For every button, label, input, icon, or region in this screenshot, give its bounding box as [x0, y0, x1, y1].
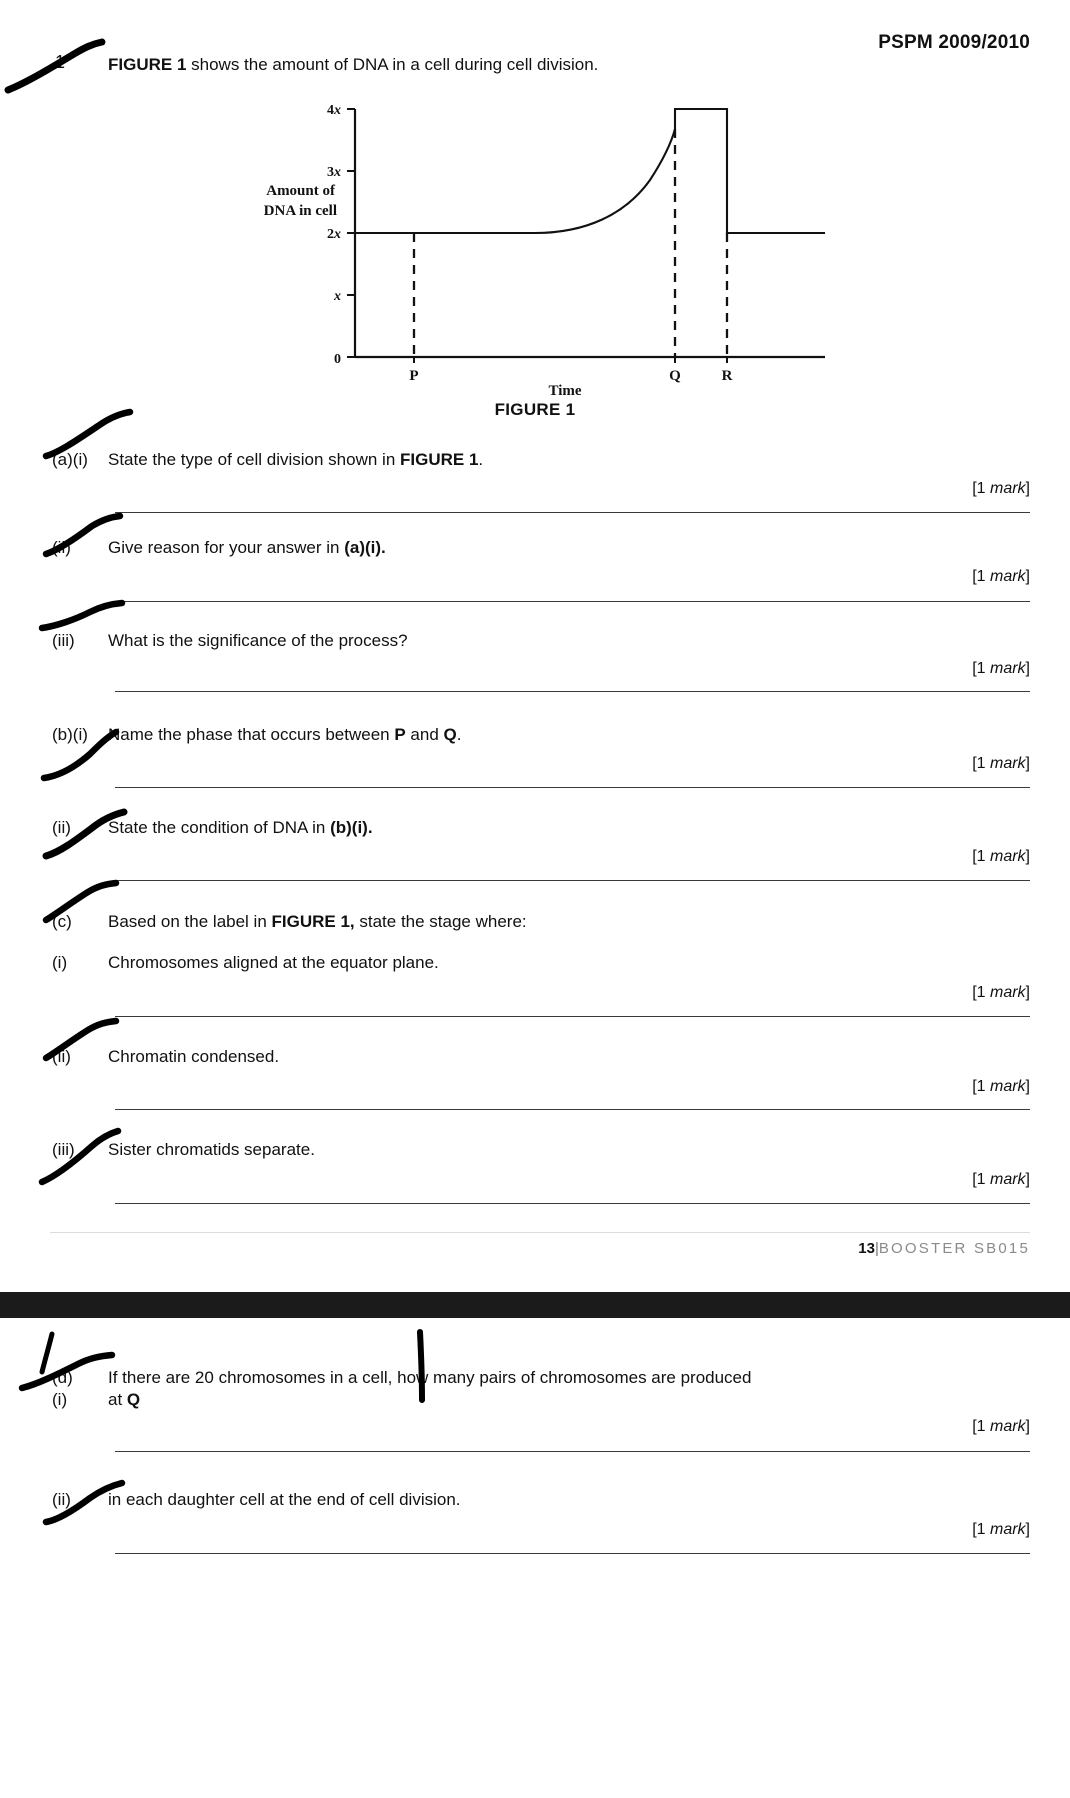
- svg-text:P: P: [409, 368, 419, 384]
- answer-line[interactable]: [115, 512, 1030, 513]
- marks-note: [1 mark]: [972, 755, 1030, 772]
- question-text: Based on the label in FIGURE 1, state the stage where:: [108, 912, 527, 931]
- answer-line[interactable]: [115, 1203, 1030, 1204]
- marks-note: [1 mark]: [972, 1521, 1030, 1538]
- question-label-bottom: (i): [52, 1390, 68, 1409]
- question-stem: [108, 55, 598, 75]
- question-text-line2: at Q: [108, 1390, 141, 1409]
- answer-line[interactable]: [115, 880, 1030, 881]
- svg-text:R: R: [721, 368, 733, 384]
- question-label: (ii): [52, 1490, 71, 1509]
- question-text: in each daughter cell at the end of cell division.: [108, 1490, 461, 1509]
- svg-text:3x: 3x: [327, 165, 341, 180]
- footer-separator: |: [874, 1240, 879, 1257]
- question-label: (ii): [52, 538, 71, 557]
- question-label: (a)(i): [52, 450, 88, 469]
- question-text: What is the significance of the process?: [108, 631, 408, 650]
- question-text: Give reason for your answer in (a)(i).: [108, 538, 386, 557]
- figure-caption: FIGURE 1: [494, 400, 576, 419]
- footer-page-number: 13: [858, 1240, 875, 1257]
- question-label: (i): [52, 953, 68, 972]
- footer-document-name: BOOSTER SB015: [878, 1240, 1030, 1257]
- question-text: Sister chromatids separate.: [108, 1140, 315, 1159]
- question-label: (iii): [52, 631, 75, 650]
- svg-text:x: x: [334, 289, 341, 304]
- question-text: State the condition of DNA in (b)(i).: [108, 818, 373, 837]
- question-text: Chromosomes aligned at the equator plane.: [108, 953, 439, 972]
- question-text: Name the phase that occurs between P and Q.: [108, 725, 462, 744]
- exam-code: PSPM 2009/2010: [878, 32, 1030, 53]
- svg-text:0: 0: [334, 352, 341, 367]
- marker-q-label: Q: [126, 1390, 141, 1409]
- question-number: 1: [55, 52, 66, 72]
- marks-note: [1 mark]: [972, 1418, 1030, 1435]
- marks-note: [1 mark]: [972, 984, 1030, 1001]
- answer-line[interactable]: [115, 1016, 1030, 1017]
- marks-note: [1 mark]: [972, 1171, 1030, 1188]
- answer-line[interactable]: [115, 1109, 1030, 1110]
- question-text-line1: If there are 20 chromosomes in a cell, how many pairs of chromosomes are produced: [108, 1368, 752, 1387]
- question-label: (b)(i): [52, 725, 88, 744]
- svg-text:2x: 2x: [327, 227, 341, 242]
- question-text: State the type of cell division shown in FIGURE 1.: [108, 450, 484, 469]
- marks-note: [1 mark]: [972, 1078, 1030, 1095]
- page-footer: [858, 1240, 1030, 1257]
- question-text: Chromatin condensed.: [108, 1047, 280, 1066]
- question-stem-figure-ref: FIGURE 1: [108, 55, 187, 74]
- answer-line[interactable]: [115, 1451, 1030, 1452]
- marks-note: [1 mark]: [972, 660, 1030, 677]
- dna-amount-line-chart: [225, 95, 845, 395]
- marks-note: [1 mark]: [972, 568, 1030, 585]
- question-label: (ii): [52, 818, 71, 837]
- svg-text:Amount of: Amount of: [266, 183, 335, 199]
- question-stem-rest: shows the amount of DNA in a cell during cell division.: [186, 55, 599, 74]
- figure-1-chart: [0, 95, 1070, 395]
- question-label: (c): [52, 912, 72, 931]
- marks-note: [1 mark]: [972, 848, 1030, 865]
- answer-line[interactable]: [115, 601, 1030, 602]
- question-label: (ii): [52, 1047, 71, 1066]
- answer-line[interactable]: [115, 787, 1030, 788]
- svg-text:4x: 4x: [327, 103, 341, 118]
- svg-text:Time: Time: [548, 383, 582, 395]
- svg-text:Q: Q: [669, 368, 681, 384]
- question-label: (iii): [52, 1140, 75, 1159]
- answer-line[interactable]: [115, 1553, 1030, 1554]
- footer-divider: [50, 1232, 1030, 1233]
- marks-note: [1 mark]: [972, 480, 1030, 497]
- page-break-bar: [0, 1292, 1070, 1318]
- question-label-top: (d): [52, 1368, 73, 1387]
- svg-text:DNA in cell: DNA in cell: [263, 203, 337, 219]
- answer-line[interactable]: [115, 691, 1030, 692]
